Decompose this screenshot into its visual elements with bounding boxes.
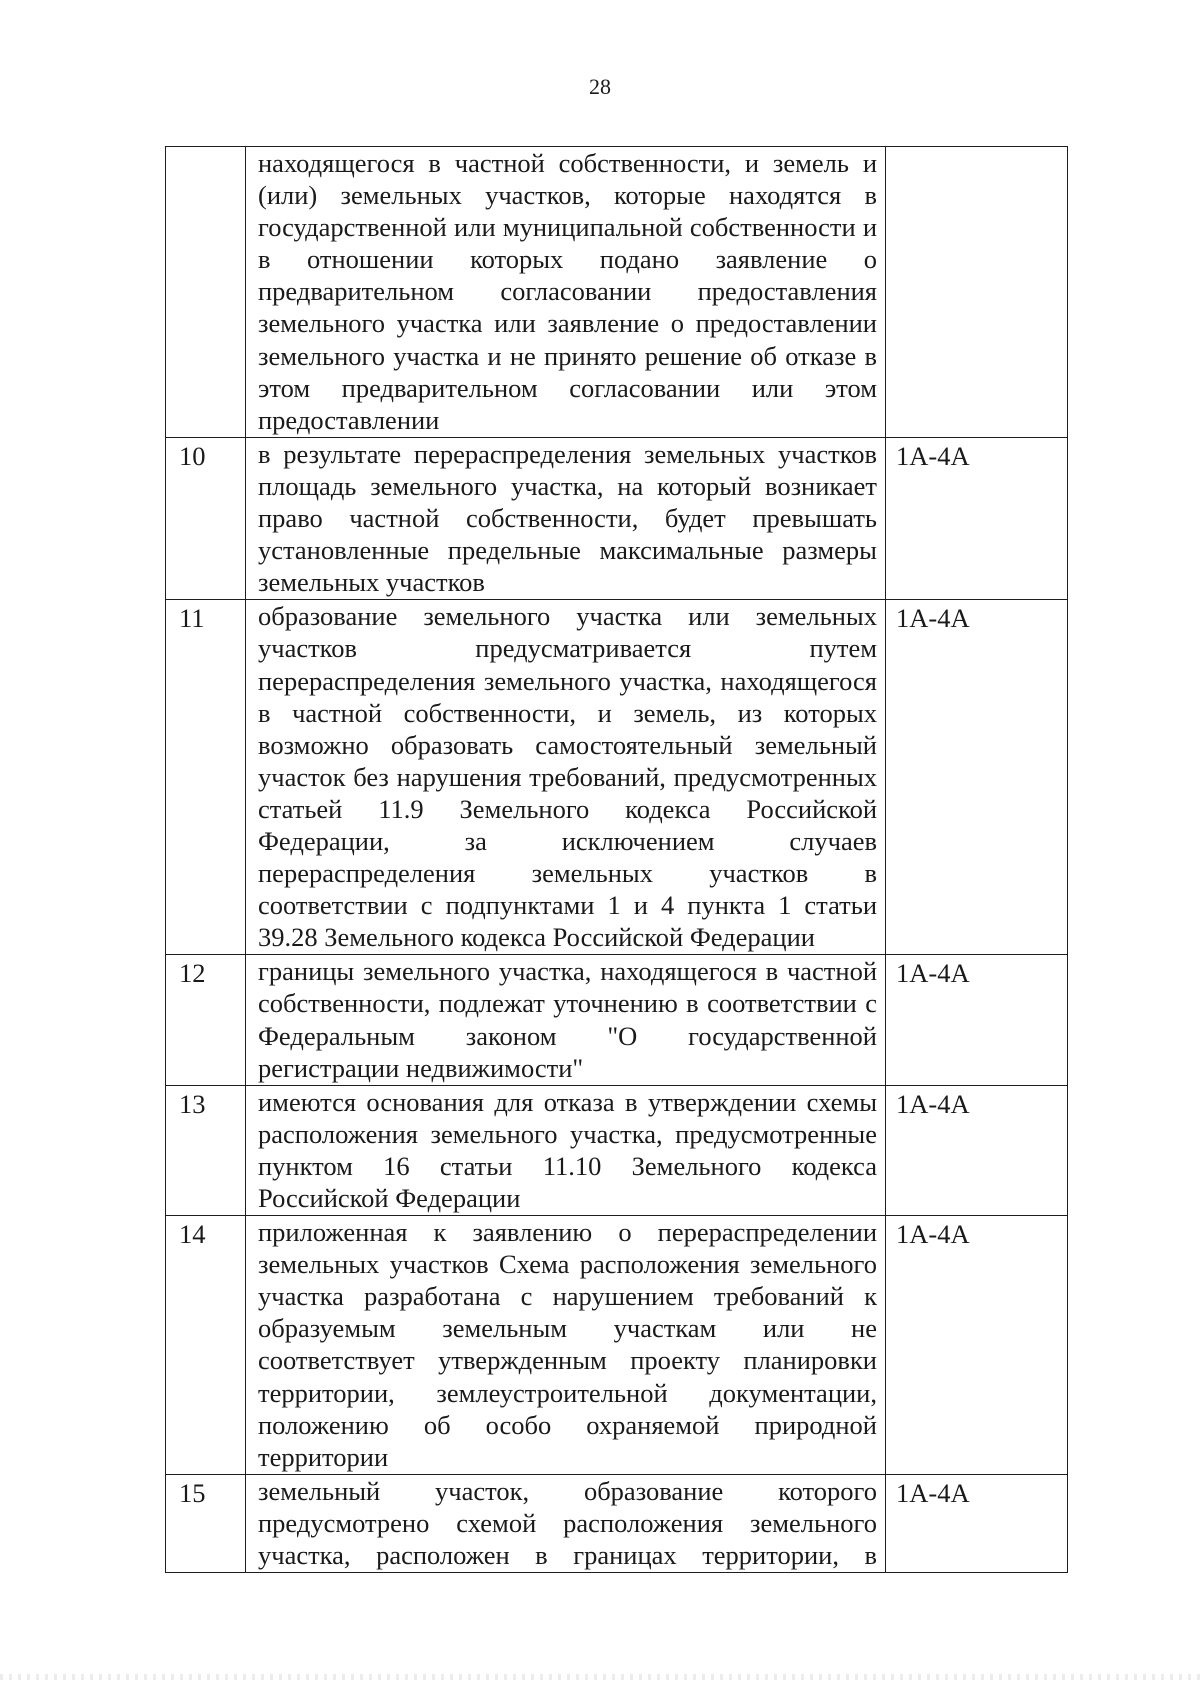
row-number (166, 147, 246, 438)
table-row (166, 147, 1068, 438)
grounds-table (165, 146, 1068, 1573)
row-text: приложенная к заявлению о перераспределении земельных участков Схема расположения земельного участка разработана с нарушением требований к образуемым земельным участкам или не соответствует утвержденным проекту планировки территории, землеустроительной документации, положению об особо охраняемой природной территории (258, 1217, 877, 1472)
row-text: в результате перераспределения земельных участков площадь земельного участка, на который возникает право частной собственности, будет превышать установленные предельные максимальные размеры земельных участков (258, 438, 877, 598)
row-code: 1А-4А (886, 955, 1068, 1085)
row-code: 1А-4А (886, 1216, 1068, 1475)
table-row (166, 437, 1068, 599)
row-code (886, 147, 1068, 438)
scan-edge-artifact (0, 1674, 1200, 1680)
row-text: имеются основания для отказа в утверждении схемы расположения земельного участка, предусмотренные пунктом 16 статьи 11.10 Земельного кодекса Российской Федерации (258, 1086, 877, 1213)
row-text: находящегося в частной собственности, и земель и (или) земельных участков, которые находятся в государственной или муниципальной собственности и в отношении которых подано заявление о предварительном согласовании предоставления земельного участка или заявление о предоставлении земельного участка и не принято решение об отказе в этом предварительном согласовании или этом предоставлении (258, 148, 877, 435)
row-number: 12 (166, 955, 246, 1085)
table-row (166, 1085, 1068, 1215)
row-number: 15 (166, 1474, 246, 1572)
row-number: 14 (166, 1216, 246, 1475)
row-text: границы земельного участка, находящегося в частной собственности, подлежат уточнению в соответствии с Федеральным законом "О государственной регистрации недвижимости" (258, 956, 877, 1083)
table-row (166, 1474, 1068, 1572)
row-text: образование земельного участка или земельных участков предусматривается путем перераспределения земельного участка, находящегося в частной собственности, и земель, из которых возможно образовать самостоятельный земельный участок без нарушения требований, предусмотренных статьей 11.9 Земельного кодекса Российской Федерации, за исключением случаев перераспределения земельных участков в соответствии с подпунктами 1 и 4 пункта 1 статьи 39.28 Земельного кодекса Российской Федерации (258, 601, 877, 953)
row-code: 1А-4А (886, 1085, 1068, 1215)
row-code: 1А-4А (886, 437, 1068, 599)
row-code: 1А-4А (886, 1474, 1068, 1572)
row-number: 11 (166, 600, 246, 955)
row-text: земельный участок, образование которого предусмотрено схемой расположения земельного участка, расположен в границах территории, в (258, 1475, 877, 1571)
table-row (166, 1216, 1068, 1475)
table-row (166, 600, 1068, 955)
row-number: 10 (166, 437, 246, 599)
row-code: 1А-4А (886, 600, 1068, 955)
row-number: 13 (166, 1085, 246, 1215)
page-number: 28 (589, 74, 611, 99)
table-row (166, 955, 1068, 1085)
